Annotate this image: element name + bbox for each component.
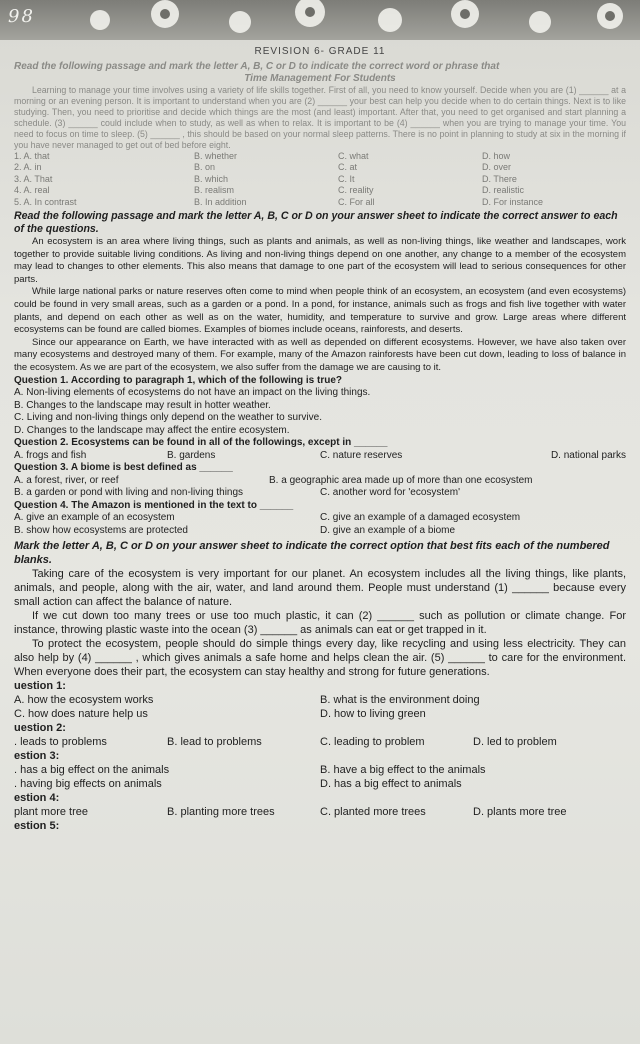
- answer-option: A. Non-living elements of ecosystems do not have an impact on the living things.: [14, 387, 371, 399]
- answer-option: . having big effects on animals: [14, 778, 162, 791]
- reading1-option: B. on: [194, 162, 216, 173]
- question-stem: Question 2. Ecosystems can be found in all of the followings, except in ______: [14, 437, 388, 449]
- answer-option-row: [14, 707, 626, 721]
- cloze-paragraph: To protect the ecosystem, people should do simple things every day, like recycling and using less electricity. They can also help by (4) ______ , which gives animals a safe home and helps clean the air. (5) ______ to care for the environment. When everyone does their part, the ecosystem can stay healthy and strong for future generations.: [14, 638, 626, 679]
- answer-option-row: [14, 450, 626, 463]
- question-stem: Question 4. The Amazon is mentioned in the text to ______: [14, 499, 294, 511]
- answer-option: D. Changes to the landscape may affect the entire ecosystem.: [14, 424, 290, 436]
- answer-option-row: [14, 735, 626, 749]
- answer-option: plant more tree: [14, 806, 88, 819]
- answer-option: B. lead to problems: [167, 736, 262, 749]
- cloze-paragraph: If we cut down too many trees or use too much plastic, it can (2) ______ such as pollution or climate change. For instance, throwing plastic waste into the ocean (3) ______ as animals can eat or get trapped in it.: [14, 610, 626, 637]
- answer-option-row: [14, 777, 626, 791]
- question-stem: Question 3. A biome is best defined as ______: [14, 462, 233, 474]
- reading2-paragraph: While large national parks or nature reserves often come to mind when people think of an ecosystem, an ecosystem (and even ecosystems) could be found in very small areas, such as a garden or a pond. In a pond, for instance, animals such as frogs and fish live together with water plants, and depend on each other as well as on the water, humidity, and temperature to survive and grow. Large areas where different ecosystems can be found are called biomes. Examples of biomes include oceans, rainforests, and deserts.: [14, 286, 626, 336]
- answer-option: D. give an example of a biome: [320, 524, 456, 536]
- answer-option-row: [14, 475, 626, 488]
- reading1-option: 3. A. That: [14, 173, 53, 184]
- answer-option: C. planted more trees: [320, 806, 426, 819]
- answer-option: D. has a big effect to animals: [320, 778, 462, 791]
- reading1-subtitle: Time Management For Students: [244, 72, 396, 84]
- answer-option: D. national parks: [550, 449, 626, 461]
- reading1-option-row: [14, 185, 626, 197]
- floral-pattern-icon: [70, 0, 640, 40]
- reading1-option: 5. A. In contrast: [14, 196, 77, 207]
- reading1-option-row: [14, 162, 626, 174]
- reading1-option: B. whether: [194, 150, 238, 161]
- answer-option: C. give an example of a damaged ecosystem: [320, 512, 521, 524]
- cloze-question-label: estion 3:: [14, 750, 60, 763]
- reading1-option: B. In addition: [194, 196, 247, 207]
- reading1-option-row: [14, 174, 626, 186]
- answer-option: A. frogs and fish: [14, 449, 87, 461]
- answer-option: B. what is the environment doing: [320, 694, 480, 707]
- answer-option: C. Living and non-living things only depend on the weather to survive.: [14, 412, 322, 424]
- cloze-question-label: estion 4:: [14, 792, 60, 805]
- answer-option-row: [14, 525, 626, 538]
- answer-option: B. Changes to the landscape may result in hotter weather.: [14, 399, 271, 411]
- cloze-question-label: uestion 2:: [14, 722, 66, 735]
- answer-option: D. led to problem: [473, 736, 557, 749]
- reading1-option: 1. A. that: [14, 150, 50, 161]
- answer-option: B. planting more trees: [167, 806, 275, 819]
- answer-option-row: [14, 763, 626, 777]
- reading1-instruction: Read the following passage and mark the letter A, B, C or D to indicate the correct word or phrase that: [14, 60, 500, 72]
- answer-option: A. how the ecosystem works: [14, 694, 154, 707]
- worksheet-title: REVISION 6- GRADE 11: [254, 46, 386, 57]
- answer-option: D. plants more tree: [473, 806, 567, 819]
- decorative-banner: [0, 0, 640, 40]
- answer-option: B. gardens: [167, 449, 216, 461]
- answer-option: . has a big effect on the animals: [14, 764, 170, 777]
- answer-option-row: [14, 805, 626, 819]
- answer-option-row: [14, 693, 626, 707]
- answer-option: C. how does nature help us: [14, 708, 148, 721]
- cloze-paragraph: Taking care of the ecosystem is very important for our planet. An ecosystem includes all the living things, like plants, animals, and people, along with the air, water, and land around them. People must understand (1) ______ because every small action can affect the balance of nature.: [14, 568, 626, 609]
- answer-option: C. nature reserves: [320, 449, 403, 461]
- answer-option: B. a geographic area made up of more than one ecosystem: [269, 474, 533, 486]
- reading2-instruction: Read the following passage and mark the letter A, B, C or D on your answer sheet to indicate the correct answer to each of the questions.: [14, 210, 618, 236]
- answer-option: . leads to problems: [14, 736, 107, 749]
- reading1-option: D. There: [482, 173, 517, 184]
- reading1-option-row: [14, 151, 626, 163]
- answer-option-row: [14, 512, 626, 525]
- reading1-option: C. at: [338, 162, 358, 173]
- answer-option: B. a garden or pond with living and non-living things: [14, 487, 244, 499]
- reading1-options: [14, 151, 626, 209]
- reading1-option: D. over: [482, 162, 512, 173]
- question-stem: Question 1. According to paragraph 1, which of the following is true?: [14, 374, 342, 386]
- reading1-option: B. which: [194, 173, 229, 184]
- answer-option: A. give an example of an ecosystem: [14, 512, 175, 524]
- answer-option: A. a forest, river, or reef: [14, 474, 119, 486]
- reading1-option: D. how: [482, 150, 511, 161]
- answer-option: D. how to living green: [320, 708, 426, 721]
- cloze-question-label: estion 5:: [14, 820, 60, 833]
- reading2-paragraph: Since our appearance on Earth, we have interacted with as well as depended on different ecosystems. However, we have also taken over many ecosystems and destroyed many of them. For example, many of the Amazon rainforests have been cut down, leading to loss of balance in the ecosystem. As we are part of the ecosystem, we also suffer from the damage we are causing to it.: [14, 336, 626, 374]
- reading1-option: 2. A. in: [14, 162, 42, 173]
- reading1-option: D. realistic: [482, 185, 525, 196]
- answer-option: C. another word for 'ecosystem': [320, 487, 460, 499]
- banner-logo: 98: [8, 6, 35, 27]
- answer-option-row: [14, 487, 626, 500]
- reading1-passage: Learning to manage your time involves using a variety of life skills together. First of all, you need to know yourself. Decide when you are (1) ______ at a morning or an evening person. It is important to understand when you are (2) ______ your best can help you decide when to do certain things. Next is to like studying. Then, you need to prioritise and decide which things are the most (and least) important. After that, you need to get organised and start planning a schedule. (3) ______ could include when to study, as well as when to relax. It is important to be (4) ______ when you are trying to manage your time. You need to focus on time to sleep. (5) ______ , this should be based on your normal sleep patterns. There is no point in planning to study at six in the morning if you have never managed to get out of bed before eight.: [14, 84, 626, 150]
- reading1-option: C. It: [338, 173, 355, 184]
- reading1-option-row: [14, 197, 626, 209]
- reading1-option: 4. A. real: [14, 185, 50, 196]
- cloze-instruction: Mark the letter A, B, C or D on your answer sheet to indicate the correct option that best fits each of the numbered blanks.: [14, 540, 610, 567]
- reading1-option: D. For instance: [482, 196, 544, 207]
- answer-option: C. leading to problem: [320, 736, 425, 749]
- reading1-option: C. For all: [338, 196, 375, 207]
- answer-option: B. have a big effect to the animals: [320, 764, 486, 777]
- reading1-option: B. realism: [194, 185, 235, 196]
- reading1-option: C. what: [338, 150, 369, 161]
- reading1-option: C. reality: [338, 185, 374, 196]
- answer-option: B. show how ecosystems are protected: [14, 524, 188, 536]
- cloze-question-label: uestion 1:: [14, 680, 66, 693]
- reading2-paragraph: An ecosystem is an area where living things, such as plants and animals, as well as non-living things, like weather and landscapes, work together to provide suitable living conditions. As living and non-living things depend on one another, any change to a member of the ecosystem may lead to changes to other elements. This also means that damage to one part of the ecosystem will lead to serious consequences for other parts.: [14, 236, 626, 285]
